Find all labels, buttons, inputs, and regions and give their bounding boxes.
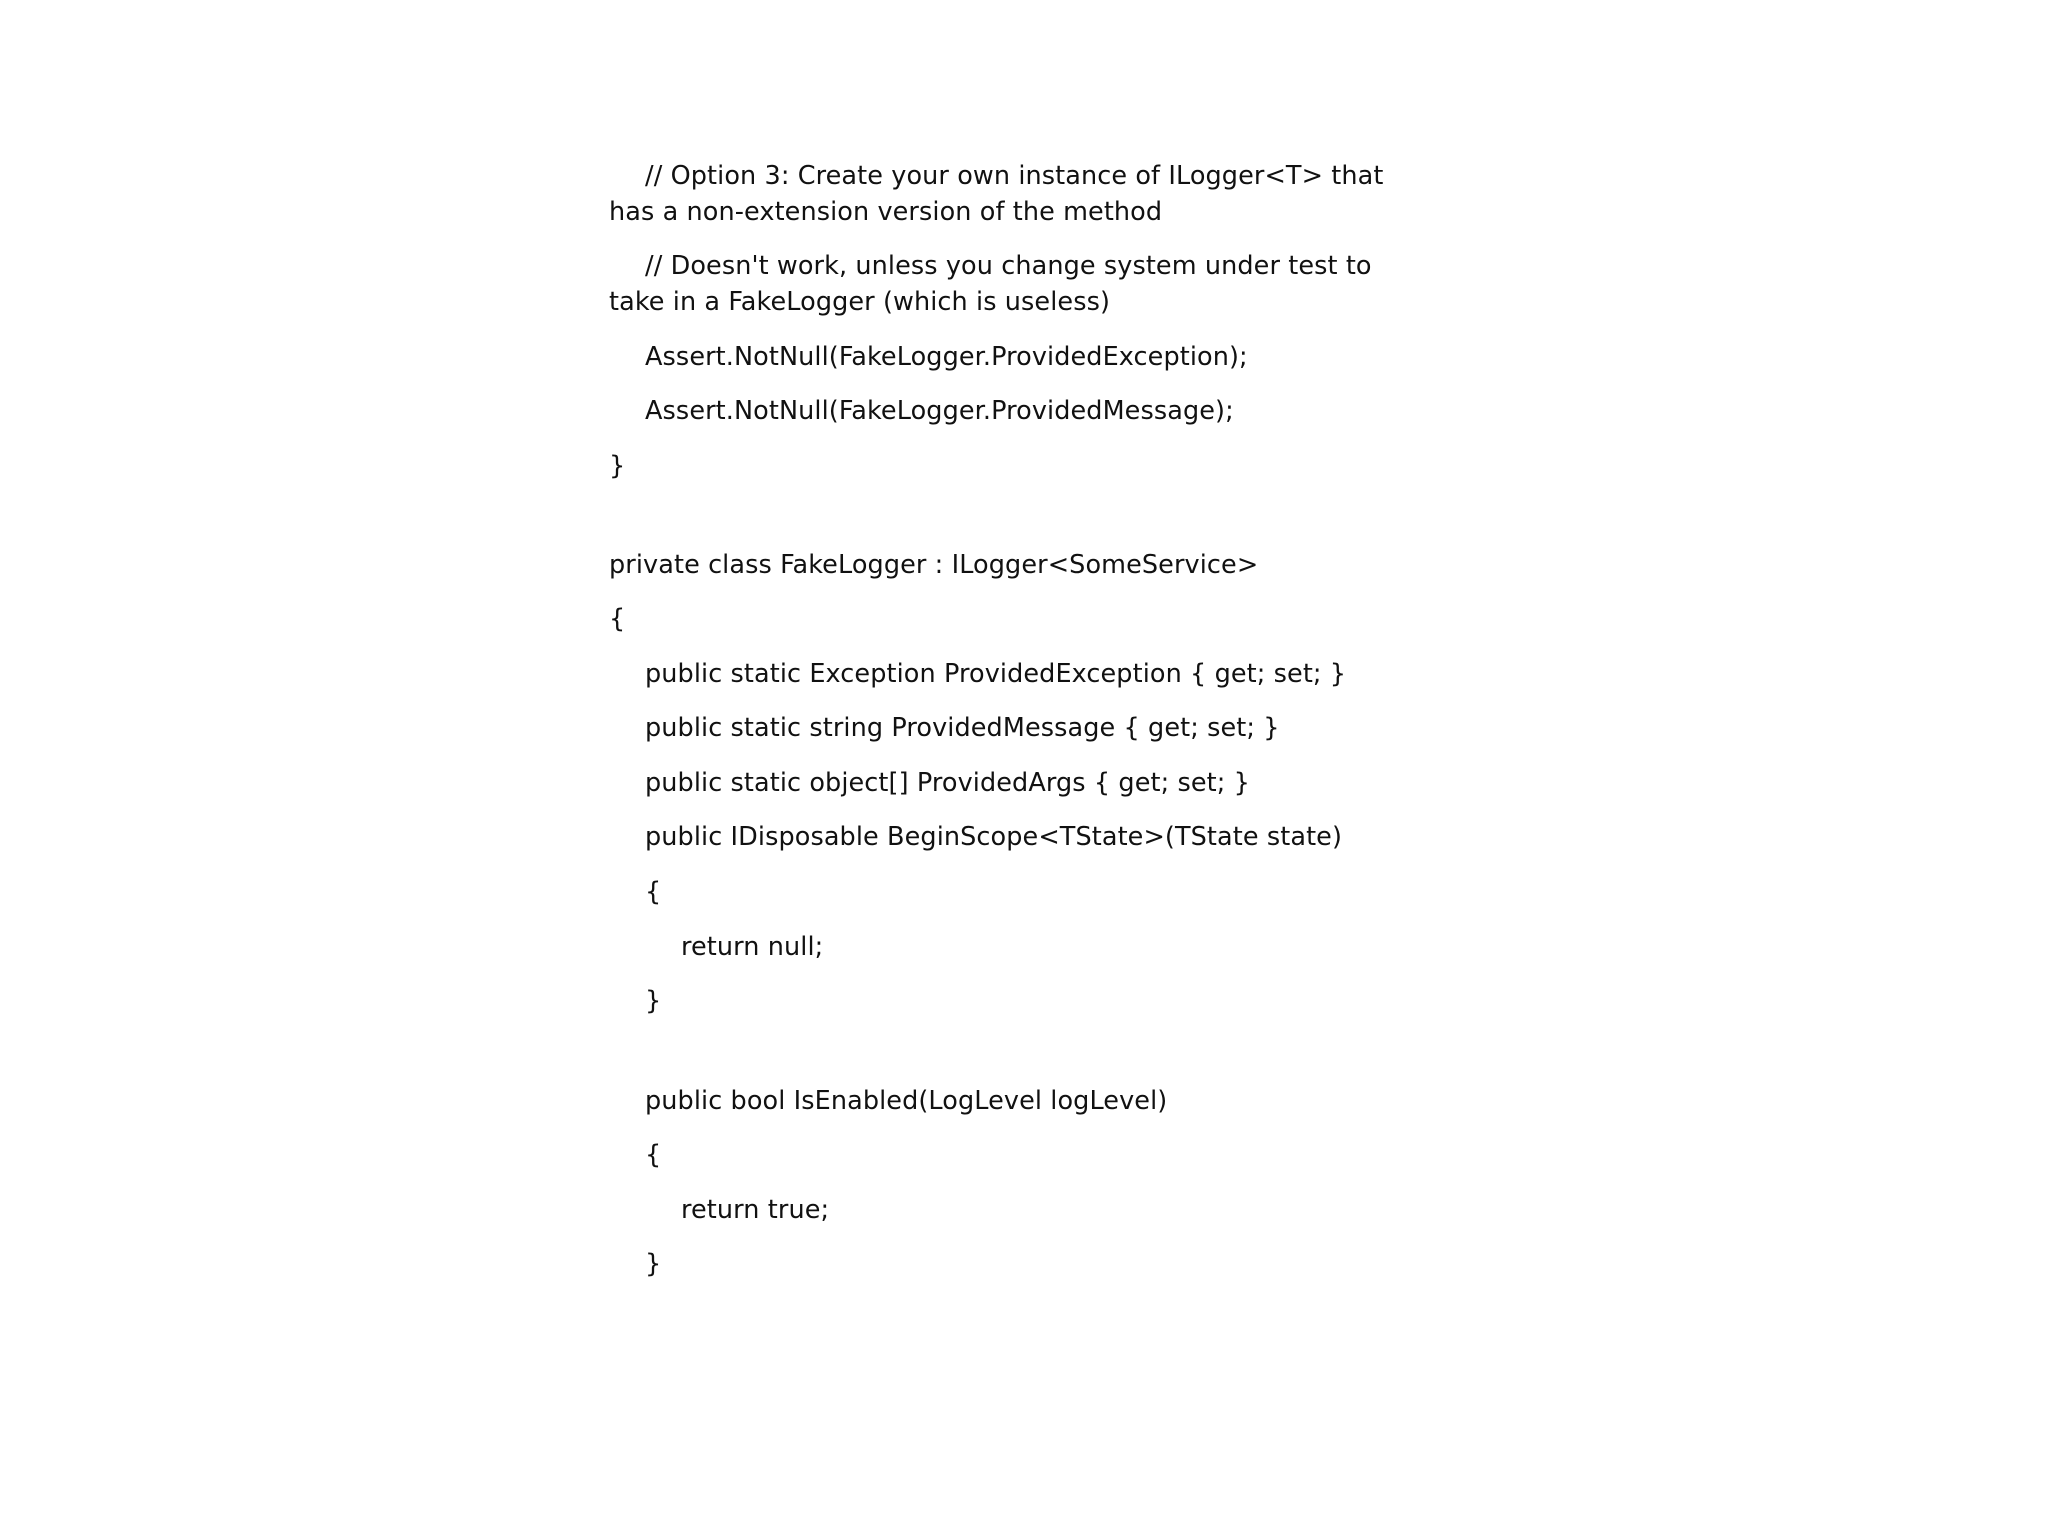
code-line: { <box>645 877 662 907</box>
code-line: } <box>645 986 662 1016</box>
code-comment-option-3 <box>609 158 1409 230</box>
code-line: Assert.NotNull(FakeLogger.ProvidedException); <box>645 342 1248 372</box>
code-line: public static Exception ProvidedException { get; set; } <box>645 659 1347 689</box>
code-line: public static object[] ProvidedArgs { get; set; } <box>645 768 1250 798</box>
code-line: private class FakeLogger : ILogger<SomeService> <box>609 550 1259 580</box>
code-line-text: take in a FakeLogger (which is useless) <box>609 287 1111 317</box>
code-line: public IDisposable BeginScope<TState>(TState state) <box>645 822 1342 852</box>
code-comment-doesnt-work <box>609 248 1409 320</box>
code-line: return true; <box>681 1195 830 1225</box>
code-line: } <box>609 451 626 481</box>
code-line: { <box>645 1140 662 1170</box>
code-line-text: // Option 3: Create your own instance of ILogger<T> that <box>645 161 1384 191</box>
code-line: public bool IsEnabled(LogLevel logLevel) <box>645 1086 1168 1116</box>
code-line: public static string ProvidedMessage { get; set; } <box>645 713 1280 743</box>
code-line: Assert.NotNull(FakeLogger.ProvidedMessage); <box>645 396 1234 426</box>
code-line-text: has a non-extension version of the method <box>609 197 1163 227</box>
code-line-text: // Doesn't work, unless you change system under test to <box>645 251 1372 281</box>
code-line: { <box>609 604 626 634</box>
code-line: } <box>645 1249 662 1279</box>
code-line: return null; <box>681 932 824 962</box>
